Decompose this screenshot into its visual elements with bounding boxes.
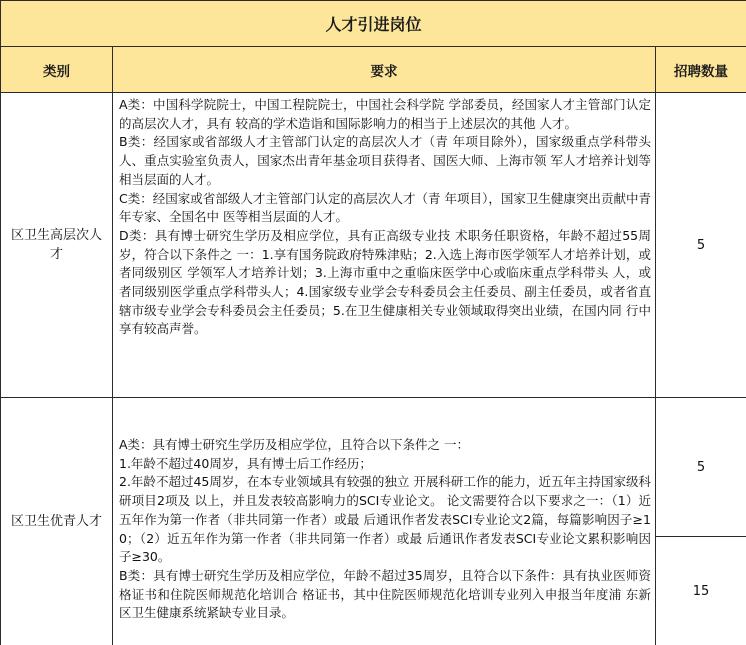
requirement-c: C类：经国家或省部级人才主管部门认定的高层次人才（青 年项目），国家卫生健康突出贡献中青年专家、全国名中 医等相当层面的人才。 [119,190,651,225]
requirement-b: B类：经国家或省部级人才主管部门认定的高层次人才（青 年项目除外），国家级重点学科带头人、重点实验室负责人，国家杰出青年基金项目获得者、国医大师、上海市领 军人才培养计划等相当层面的人才。 [119,134,651,187]
requirement-a: A类：中国科学院院士，中国工程院院士，中国社会科学院 学部委员，经国家人才主管部门认定的高层次人才，具有 较高的学术造诣和国际影响力的相当于上述层次的其他 人才。 [119,97,651,131]
table-row-young-talent [1,398,746,537]
requirement-a-2: 2.年龄不超过45周岁，在本专业领域具有较强的独立 开展科研工作的能力，近五年主持国家级科研项目2项及 以上，并且发表较高影响力的SCI专业论文。 论文需要符合以下要求之一：（1）近五年作为第一作者（非共同第一作者）或最 后通讯作者发表SCI专业论文2篇，每篇影响因子≥10；（2）近五年作为第一作者（非共同第一作者）或最 后通讯作者发表SCI专业论文累积影响因子≥30。 [119,474,651,565]
requirements-cell [113,93,656,398]
requirement-a: A类：具有博士研究生学历及相应学位，且符合以下条件之 一： [119,437,470,452]
title-row [1,1,746,47]
table-row-high-level-talent [1,93,746,398]
table-title: 人才引进岗位 [1,1,746,47]
header-count: 招聘数量 [656,47,746,93]
requirement-d: D类：具有博士研究生学历及相应学位，具有正高级专业技 术职务任职资格，年龄不超过55周岁，符合以下条件之 一：1.享有国务院政府特殊津贴；2.入选上海市医学领军人才培养计划，或者同级别区 学领军人才培养计划；3.上海市重中之重临床医学中心或临床重点学科带头 人，或者同级别医学重点学科带头人；4.国家级专业学会专科委员会主任委员、副主任委员，或者省直辖市级专业学会专科委员会主任委员；5.在卫生健康相关专业领域取得突出业绩，在国内同 行中享有较高声誉。 [119,227,651,337]
category-cell: 区卫生高层次人才 [1,93,113,398]
header-category: 类别 [1,47,113,93]
header-requirements: 要求 [113,47,656,93]
requirements-cell [113,398,656,645]
count-cell-b: 15 [656,537,746,645]
requirement-a-1: 1.年龄不超过40周岁，具有博士后工作经历； [119,455,372,471]
category-cell: 区卫生优青人才 [1,398,113,645]
requirement-b: B类：具有博士研究生学历及相应学位，年龄不超过35周岁，且符合以下条件：具有执业医师资格证书和住院医师规范化培训合 格证书，其中住院医师规范化培训专业列入申报当年度浦 东新区卫生健康系统紧缺专业目录。 [119,567,651,621]
count-cell-a: 5 [656,398,746,537]
header-row [1,47,746,93]
count-cell: 5 [656,93,746,398]
